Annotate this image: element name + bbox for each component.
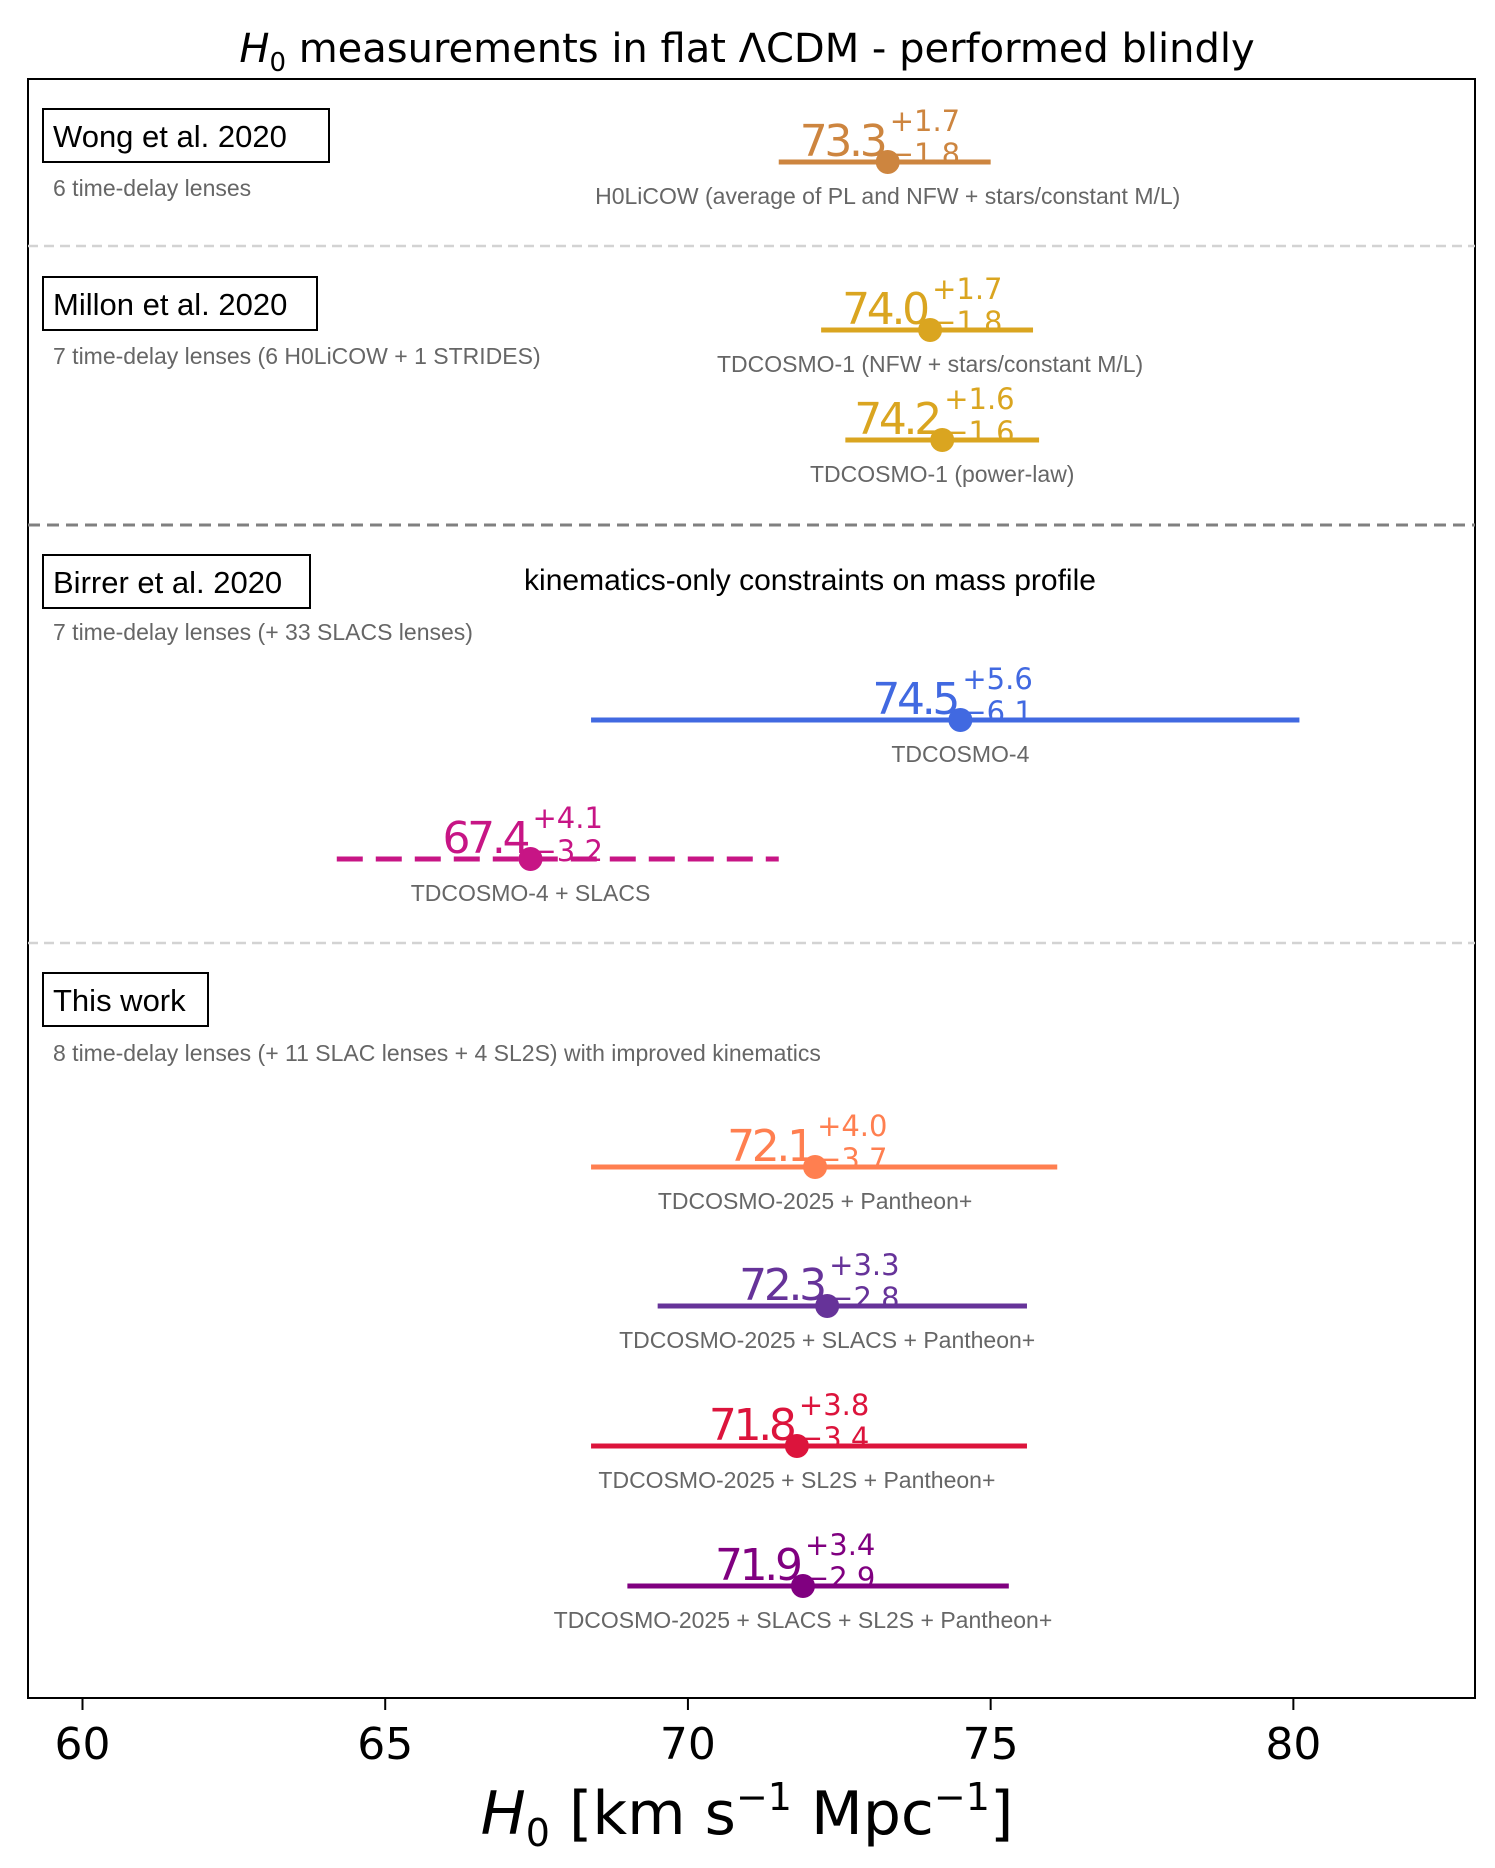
plus-error-label: +1.7 (889, 104, 961, 138)
x-tick-label: 75 (962, 1719, 1019, 1770)
group-label: This work (53, 983, 186, 1018)
measurement-7 (619, 1248, 1035, 1353)
measurement-label: TDCOSMO-4 (891, 741, 1030, 767)
group-description: 8 time-delay lenses (+ 11 SLAC lenses + 4 SL2S) with improved kinematics (53, 1040, 821, 1066)
plus-error-label: +4.0 (817, 1109, 888, 1143)
measurement-label: H0LiCOW (average of PL and NFW + stars/constant M/L) (595, 183, 1181, 209)
value-label: 73.3 (799, 116, 888, 167)
measurement-9 (554, 1528, 1053, 1633)
x-tick-label: 60 (54, 1719, 111, 1770)
group-description: 7 time-delay lenses (+ 33 SLACS lenses) (53, 619, 473, 645)
plus-error-label: +1.6 (944, 382, 1015, 416)
x-tick-label: 70 (659, 1719, 716, 1770)
minus-error-label: −1.8 (932, 305, 1003, 339)
group-label: Birrer et al. 2020 (53, 565, 283, 600)
group-3 (43, 555, 1096, 645)
measurement-3 (810, 382, 1075, 487)
minus-error-label: −6.1 (962, 695, 1033, 729)
x-axis-label: $H_0$ [km $s^{-1}$ Mpc$^{-1}$] (480, 1775, 1014, 1855)
value-label: 71.8 (708, 1400, 797, 1451)
plus-error-label: +5.6 (962, 662, 1033, 696)
value-label: 72.3 (739, 1260, 828, 1311)
plus-error-label: +3.3 (829, 1248, 900, 1282)
value-label: 72.1 (727, 1121, 816, 1172)
measurement-6 (591, 1109, 1057, 1214)
measurement-label: TDCOSMO-2025 + Pantheon+ (657, 1188, 973, 1214)
minus-error-label: −3.7 (817, 1142, 888, 1176)
measurement-5 (337, 801, 779, 906)
value-label: 74.2 (854, 394, 943, 445)
plus-error-label: +1.7 (932, 272, 1003, 306)
minus-error-label: −2.9 (804, 1561, 876, 1595)
value-label: 74.0 (842, 284, 931, 335)
measurements (337, 104, 1300, 1633)
minus-error-label: −3.2 (532, 834, 603, 868)
group-label: Millon et al. 2020 (53, 287, 288, 322)
group-description: 6 time-delay lenses (53, 175, 252, 201)
measurement-label: TDCOSMO-1 (power-law) (809, 461, 1075, 487)
group-2 (43, 277, 541, 369)
measurement-label: TDCOSMO-2025 + SLACS + Pantheon+ (619, 1327, 1036, 1353)
plus-error-label: +3.8 (798, 1388, 870, 1422)
x-tick-label: 80 (1265, 1719, 1322, 1770)
value-label: 74.5 (872, 674, 961, 725)
x-tick-label: 65 (357, 1719, 414, 1770)
value-label: 71.9 (714, 1540, 803, 1591)
minus-error-label: −3.4 (798, 1421, 870, 1455)
measurement-1 (595, 104, 1180, 209)
chart-title: $H_0$ measurements in flat ΛCDM - performed blindly (239, 26, 1255, 78)
measurement-4 (591, 662, 1299, 767)
value-label: 67.4 (442, 813, 531, 864)
measurement-8 (591, 1388, 1027, 1493)
group-note: kinematics-only constraints on mass profile (524, 564, 1096, 597)
measurement-2 (717, 272, 1143, 377)
group-1 (43, 109, 329, 201)
minus-error-label: −2.8 (829, 1281, 900, 1315)
measurement-label: TDCOSMO-2025 + SLACS + SL2S + Pantheon+ (553, 1607, 1053, 1633)
measurement-label: TDCOSMO-2025 + SL2S + Pantheon+ (598, 1467, 996, 1493)
plus-error-label: +4.1 (532, 801, 603, 835)
group-description: 7 time-delay lenses (6 H0LiCOW + 1 STRIDES) (53, 343, 541, 369)
group-label: Wong et al. 2020 (53, 119, 287, 154)
plus-error-label: +3.4 (804, 1528, 876, 1562)
study-groups (43, 109, 1096, 1066)
x-axis (54, 1698, 1321, 1770)
measurement-label: TDCOSMO-4 + SLACS (410, 880, 651, 906)
minus-error-label: −1.8 (889, 137, 961, 171)
measurement-label: TDCOSMO-1 (NFW + stars/constant M/L) (717, 351, 1144, 377)
group-4 (43, 973, 821, 1066)
minus-error-label: −1.6 (944, 415, 1015, 449)
